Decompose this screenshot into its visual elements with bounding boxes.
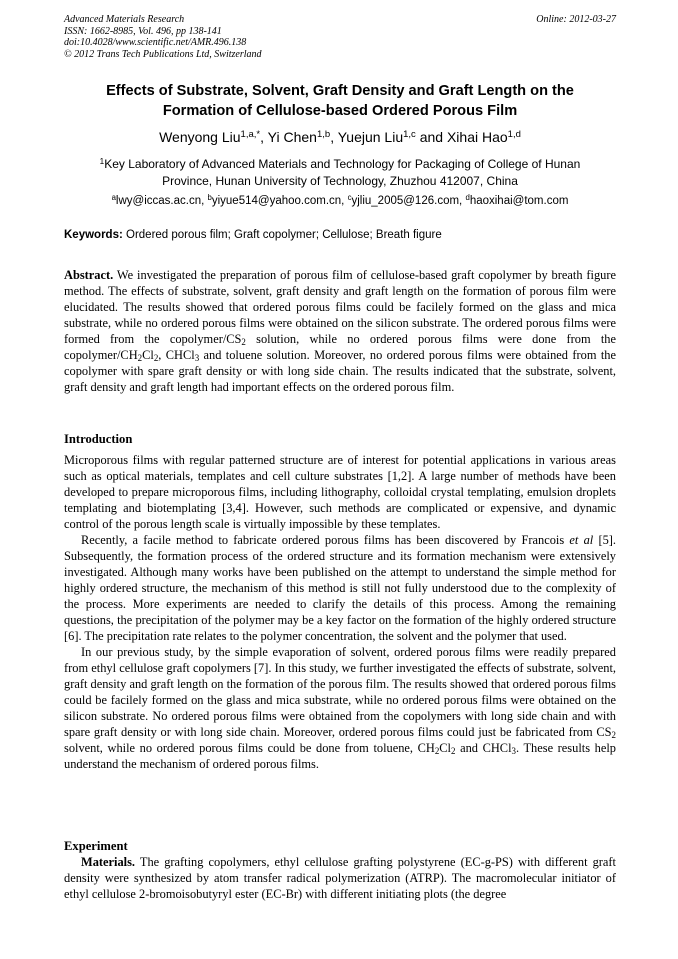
abstract-label: Abstract. — [64, 268, 114, 282]
email-sup: c — [347, 192, 352, 202]
subscript: 2 — [434, 746, 440, 757]
abstract-text: solution, while no ordered porous films were done from the copolymer/CH — [64, 332, 616, 362]
keywords — [64, 228, 616, 243]
paragraph-text: . These results help understand the mechanism of ordered porous films. — [64, 741, 616, 771]
author-name: Yuejun Liu — [337, 129, 404, 145]
abstract-text: We investigated the preparation of porous film of cellulose-based graft copolymer by breath figure method. The effects of substrate, solvent, graft density and graft length on the formation of porous film were elucidated. The results showed that ordered porous films could be facilely formed on the glass and mica substrate, while no ordered porous films were obtained on the silicon substrate. The ordered porous films were formed from the copolymer/CS — [64, 268, 617, 346]
subscript: 2 — [451, 746, 456, 757]
abstract-text: and toluene solution. Moreover, no ordered porous films were obtained from the copolymer with spare graft density or with long side chain. The results indicated that the substrate, solvent, graft density and graft length had important effects on the ordered porous film. — [64, 348, 616, 394]
section-heading-experiment: Experiment — [64, 839, 128, 853]
introduction-body — [64, 452, 616, 772]
email-sup: d — [465, 192, 470, 202]
email-sup: b — [207, 192, 212, 202]
paragraph-text: Recently, a facile method to fabricate ordered porous films has been discovered by Francois — [81, 533, 565, 547]
copyright-line: © 2012 Trans Tech Publications Ltd, Switzerland — [64, 48, 262, 60]
abstract — [64, 267, 616, 395]
paragraph-text: solvent, while no ordered porous films could be done from toluene, CH — [64, 741, 435, 755]
title-line-2: Formation of Cellulose-based Ordered Porous Film — [162, 103, 518, 119]
italic-text: et al — [569, 533, 594, 547]
author-affil-sup: 1,c — [403, 129, 416, 141]
section-heading-introduction: Introduction — [64, 432, 133, 446]
issn-line: ISSN: 1662-8985, Vol. 496, pp 138-141 — [64, 25, 222, 37]
email-link[interactable]: haoxihai@tom.com — [469, 195, 569, 207]
subscript: 2 — [241, 337, 246, 348]
paragraph-text: Cl — [439, 741, 452, 755]
abstract-text: Cl — [142, 348, 154, 362]
subscript: 2 — [611, 730, 616, 741]
paragraph-text: [5]. Subsequently, the formation process of the ordered structure and its formation mechanism were extensively investigated. Although many works have been published on the attempt to understand the simple method for highly ordered structure, the mechanism of this method is still not fully understood due to the complexity of the process. More experiments are needed to clarify the details of this process. Among the remaining questions, the precipitation of the polymer may be a key factor on the formation of the highly ordered structure [6]. The precipitation rate relates to the polymer concentration, the solvent and the polymer that used. — [64, 533, 616, 643]
author-name: Wenyong Liu — [159, 129, 241, 145]
online-date: Online: 2012-03-27 — [536, 14, 616, 25]
materials-label: Materials. — [81, 855, 136, 869]
author-affil-sup: 1,a,* — [240, 129, 261, 141]
keywords-label: Keywords: — [64, 229, 123, 241]
email-list — [64, 194, 616, 209]
experiment-body — [64, 854, 616, 902]
author-affil-sup: 1,b — [316, 129, 331, 141]
author-and: and — [419, 129, 444, 145]
affiliation — [64, 156, 616, 190]
keywords-text: Ordered porous film; Graft copolymer; Cellulose; Breath figure — [126, 229, 442, 241]
subscript: 2 — [137, 353, 143, 364]
paper-title — [64, 81, 616, 121]
author-list: Wenyong Liu$^{1,a,*}$, Yi Chen$^{1,b}$, Yuejun Liu$^{1,c}$ and Xihai Hao$^{1,d}$ — [159, 129, 521, 145]
abstract-text: , CHCl — [158, 348, 195, 362]
intro-paragraph-3 — [64, 644, 616, 772]
email-link[interactable]: lwy@iccas.ac.cn, — [115, 195, 205, 207]
subscript: 3 — [511, 746, 516, 757]
intro-paragraph-1: Microporous films with regular patterned structure are of interest for potential applications in various areas such as optical materials, templates and cell culture substrates [1,2]. A large number of methods have been developed to prepare microporous films, including lithography, colloidal crystal templating, emulsion droplets templating and biotemplating [3,4]. However, such methods are complicated or expensive, and dynamic control of the porous length scale is virtually impossible by these templates. — [64, 453, 616, 531]
subscript: 3 — [194, 353, 200, 364]
author-name: Xihai Hao — [446, 129, 508, 145]
intro-paragraph-2 — [64, 532, 616, 644]
email-link[interactable]: yiyue514@yahoo.com.cn, — [211, 195, 345, 207]
subscript: 2 — [153, 353, 159, 364]
journal-name: Advanced Materials Research — [64, 14, 185, 25]
email-sup: a — [111, 192, 116, 202]
paragraph-text: and CHCl — [455, 741, 512, 755]
doi-line: doi:10.4028/www.scientific.net/AMR.496.138 — [64, 37, 247, 48]
journal-header — [64, 14, 616, 60]
author-affil-sup: 1,d — [507, 129, 521, 141]
author-name: Yi Chen — [267, 129, 317, 145]
materials-text: The grafting copolymers, ethyl cellulose grafting polystyrene (EC-g-PS) with different graft density were synthesized by atom transfer radical polymerization (ATRP). The macromolecular initiator of ethyl cellulose 2-bromoisobutyryl ester (EC-Br) with different initiating plots (the degree — [64, 855, 616, 901]
email-link[interactable]: yjliu_2005@126.com, — [351, 195, 463, 207]
paragraph-text: In our previous study, by the simple evaporation of solvent, ordered porous films were readily prepared from ethyl cellulose graft copolymers [7]. In this study, we further investigated the effects of substrate, solvent, graft density and graft length on the formation of the porous film. The results showed that ordered porous films could be facilely formed on the glass and mica substrate, while no ordered porous films were obtained on the silicon substrate. No ordered porous films were obtained from the copolymers with long side chain and with spare graft density or with long side chain. Moreover, ordered porous films could just be fabricated from CS — [64, 645, 616, 739]
affiliation-line-2: Province, Hunan University of Technology, Zhuzhou 412007, China — [162, 174, 518, 188]
title-line-1: Effects of Substrate, Solvent, Graft Density and Graft Length on the — [106, 83, 574, 99]
affiliation-sup: 1 — [99, 156, 105, 166]
affiliation-line-1: Key Laboratory of Advanced Materials and Technology for Packaging of College of Hunan — [104, 157, 581, 171]
